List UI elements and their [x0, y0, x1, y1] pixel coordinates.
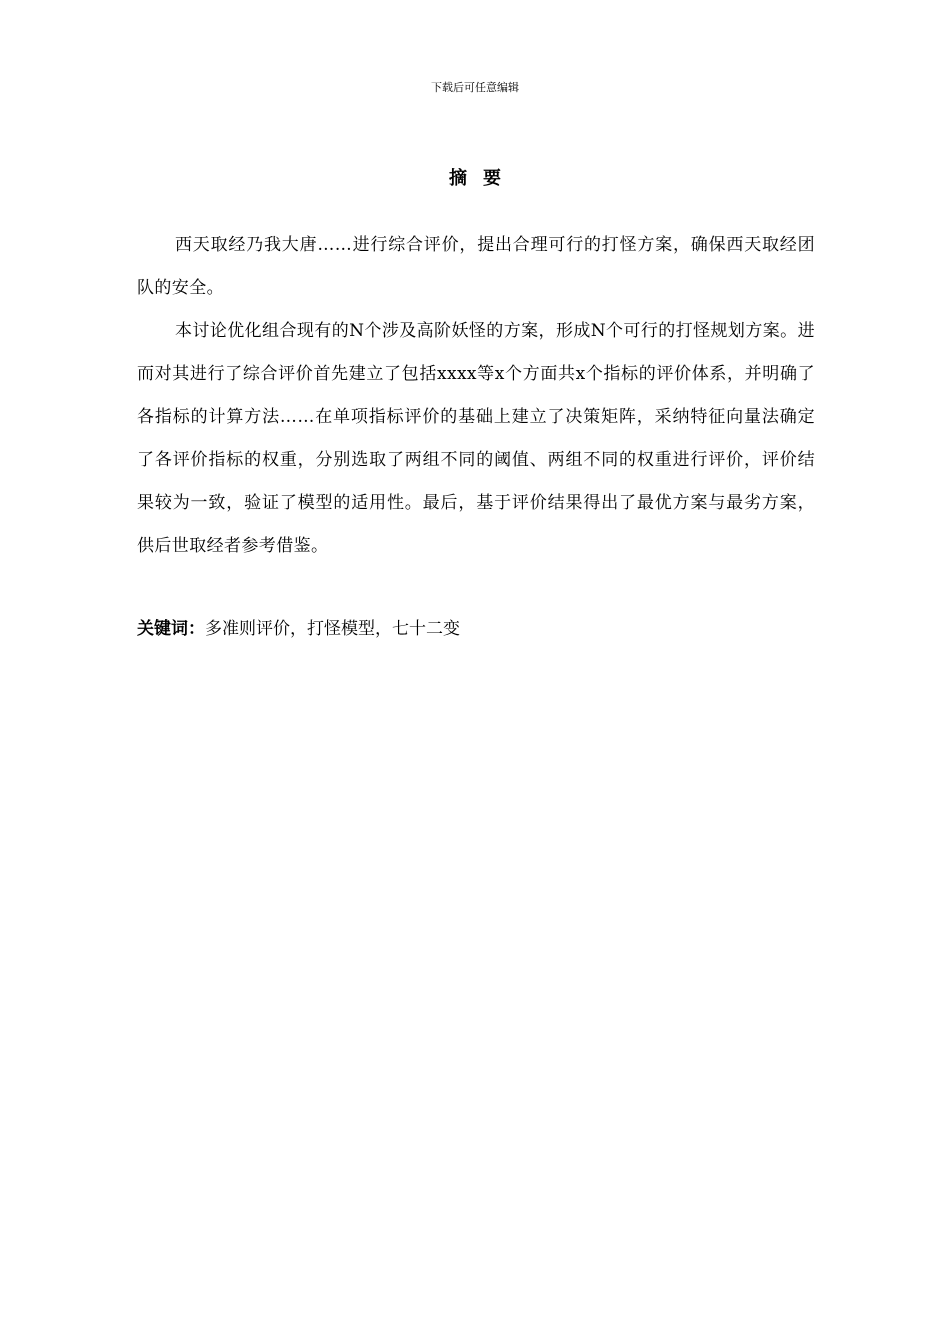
page-header-note: 下载后可任意编辑 [431, 81, 519, 94]
abstract-paragraph-2: 本讨论优化组合现有的N个涉及高阶妖怪的方案，形成N个可行的打怪规划方案。进而对其进行了综合评价首先建立了包括xxxx等x个方面共x个指标的评价体系，并明确了各指标的计算方法……在单项指标评价的基础上建立了决策矩阵，采纳特征向量法确定了各评价指标的权重，分别选取了两组不同的阈值、两组不同的权重进行评价，评价结果较为一致，验证了模型的适用性。最后，基于评价结果得出了最优方案与最劣方案，供后世取经者参考借鉴。 [137, 321, 815, 556]
keywords-label: 关键词： [137, 619, 205, 639]
abstract-body [137, 224, 815, 568]
abstract-title: 摘要 [449, 168, 517, 189]
keywords-line [137, 614, 815, 644]
keywords-value: 多准则评价，打怪模型，七十二变 [205, 619, 460, 639]
abstract-paragraph-1: 西天取经乃我大唐……进行综合评价，提出合理可行的打怪方案，确保西天取经团队的安全。 [137, 235, 815, 298]
